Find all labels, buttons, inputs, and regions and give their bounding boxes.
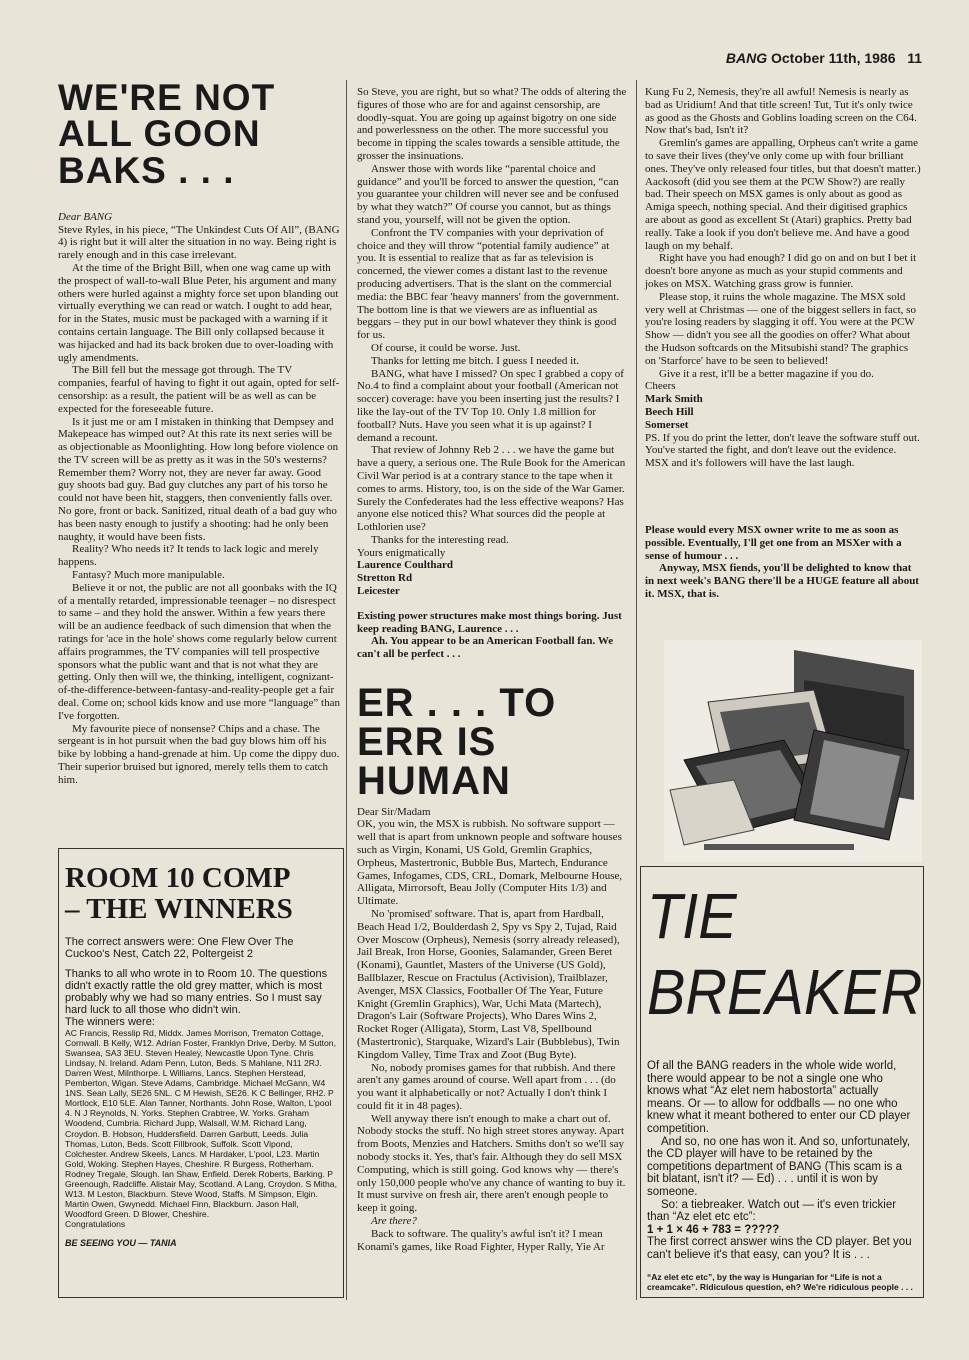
room10-signoff: BE SEEING YOU — TANIA [65, 1237, 177, 1248]
article1-paragraph: Answer those with words like “parental choice and guidance” and you'll be forced to answer the question, “can you guarantee your children will never see and be confused by what they watch?” Of course you cannot, but as things stand you, yourself, will not be given the option. [357, 162, 619, 226]
article2-title: ER . . . TO ERR IS HUMAN [357, 681, 557, 804]
room10-congrats: Congratulations [65, 1219, 126, 1230]
article2-signature-name: Mark Smith [645, 393, 703, 406]
article2-column2 [357, 681, 629, 1253]
tiebreaker-paragraph: So: a tiebreaker. Watch out — it's even trickier than “Az elet etc etc”: [647, 1198, 897, 1224]
article1-title: WE'RE NOT ALL GOON BAKS . . . [58, 77, 276, 191]
article2-paragraph: No, nobody promises games for that rubbish. And there aren't any games around of course. Well apart from . . . (do you want it alphabetically or not? Actually I don't think I could fit it in 48 pages). [357, 1061, 616, 1112]
room10-winners-label: The winners were: [65, 1015, 155, 1028]
tiebreaker-paragraph: The first correct answer wins the CD player. Bet you can't believe it's that easy, can you? It is . . . [647, 1236, 912, 1261]
article1-editor-reply: Ah. You appear to be an American Football fan. We can't all be perfect . . . [357, 635, 614, 661]
article1-signature-address: Stretton Rd [357, 572, 413, 585]
article2-salutation: Dear Sir/Madam [357, 805, 431, 818]
article2-paragraph: Gremlin's games are appalling, Orpheus can't write a game to save their lives (they've only come up with four brilliant ones. They've only released four titles, but that doesn't matter.) Aackosoft (did you see them at the PCW Show?) are really bad. Their speech on MSX games is only about as good as Amiga speech, nothing special. And their digitised graphics are about as good as excellent St (Atari) graphics. Pretty bad really. Take a look if you don't believe me. And have a good laugh on my behalf. [645, 137, 921, 252]
article1-salutation: Dear BANG [58, 210, 113, 223]
tiebreaker-paragraph: And so, no one has won it. And so, unfortunately, the CD player will have to be retained by the competitions department of BANG (This scam is a bit blatant, isn't it? — Ed) . . . until it is won by someone. [647, 1135, 911, 1198]
room10-intro: Thanks to all who wrote in to Room 10. The questions didn't exactly rattle the old grey matter, which is most probably why we had so many entries. So I must say hard luck to all those who didn't win. [65, 967, 328, 1016]
article2-paragraph: OK, you win, the MSX is rubbish. No software support — well that is apart from unknown people and software houses such as Virgin, Konami, US Gold, Gremlin Graphics, Orpheus, Mastertronic, Bubble Bus, Martech, Endurance Games, Infogames, CDS, CRL, Domark, Melbourne House, Alligata, Mirrorsoft, Beau Jolly (Computer Hits 1/3) and Ultimate. [357, 818, 623, 908]
article2-paragraph: Give it a rest, it'll be a better magazine if you do. [659, 367, 874, 380]
article2-column3 [645, 86, 921, 601]
tiebreaker-title: TIE BREAKER [647, 880, 923, 1028]
article1-paragraph: Steve Ryles, in his piece, “The Unkindest Cuts Of All”, (BANG 4) is right but it will alter the situation in no way. Being right is rarely enough and in this case irrelevant. [58, 223, 340, 262]
article2-paragraph: Right have you had enough? I did go on and on but I bet it doesn't bore anyone as much as your stupid comments and jokes on MSX. Watching grass grow is funnier. [645, 252, 917, 290]
article1-column1 [58, 77, 340, 787]
column-divider [636, 80, 637, 1300]
article2-editor-reply: Anyway, MSX fiends, you'll be delighted to know that in next week's BANG there'll be a HUGE feature all about it. MSX, that is. [645, 562, 919, 600]
article1-paragraph: That review of Johnny Reb 2 . . . we have the game but have a query, a serious one. The Rule Book for the American Civil War period is at a contrary stance to the tape when it comes to arms. History, too, is on the side of the War Gamer. Surely the Confederates had the less effective weapons? Has anyone else noticed this? What sources did the people at Lothlorien use? [357, 444, 626, 534]
article1-paragraph: Believe it or not, the public are not all goonbaks with the IQ of a mentally retarded, impressionable teenager – no disrespect to same – and they hold the answer. Within a few years there will be an audience feedback of such dimension that when the ratings for 'ace in the hole' shows come regularly below current affairs programmes, the TV companies will tell prospective sponsors what the public want and that is not what they are getting. Only then will we, the thinking, intelligent, cognizant-of-the-difference-between-fantasy-and-reality-people get a fair deal. Come on; school kids know and use more “language” than I've forgotten. [58, 581, 340, 722]
article1-paragraph: Thanks for the interesting read. [371, 533, 509, 546]
article2-signature-address: Beech Hill [645, 405, 694, 418]
article1-column2 [357, 86, 629, 661]
article2-paragraph: No 'promised' software. That is, apart from Hardball, Beach Head 1/2, Boulderdash 2, Spy vs Spy 2, Tujad, Raid Over Moscow (Orpheus), Nemesis (sorry already released), Jail Break, Iron Horse, Goonies, Salamander, Green Beret (Konami), Gauntlet, Masters of the Universe (US Gold), Ballblazer, Rescue on Fractulus (Activision), Trailblazer, Avenger, MSX Classics, Footballer Of The Year, Future Knight (Gremlin Graphics), War, Uchi Mata (Martech), Dragon's Lair (Software Projects), Who Dares Wins 2, Rocket Roger (Alligata), Storm, Last V8, Spellbound (Mastertronic), Starquake, Wizard's Lair (Bubblebus), Twin Kingdom Valley, Time Trax and Zoot (Bug Byte). [357, 907, 620, 1061]
article1-editor-reply: Existing power structures make most things boring. Just keep reading BANG, Laurence . . . [357, 609, 622, 635]
room10-box [58, 848, 344, 1298]
article1-paragraph: Reality? Who needs it? It tends to lack logic and merely happens. [58, 543, 319, 569]
publication-name: BANG [725, 50, 768, 66]
tiebreaker-paragraph: Of all the BANG readers in the whole wide world, there would appear to be not a single one who knows what “Az elet nem habostorta” actually means. Or — to allow for oddballs — no one who knew what it meant bothered to enter our CD player competition. [647, 1060, 911, 1135]
tiebreaker-footnote: “Az elet etc etc”, by the way is Hungarian for “Life is not a creamcake”. Ridiculous question, eh? We're ridiculous people . . . [647, 1271, 913, 1292]
room10-title: ROOM 10 COMP – THE WINNERS [65, 862, 293, 926]
article1-signature-name: Laurence Coulthard [357, 559, 454, 572]
article1-paragraph: Confront the TV companies with your deprivation of choice and they will throw “potential family audience” at you. It is essential to realize that as far as television is concerned, the viewer comes a distant last to the revenue producing advertisers. That is the slant on the commercial media: the BBC fear 'heavy manners' from the government. The bottom line is that we viewers are as influential as beggars – they put in our bowl whatever they think is good for us. [357, 226, 620, 342]
article1-paragraph: Fantasy? Much more manipulable. [72, 569, 225, 582]
article2-postscript: PS. If you do print the letter, don't leave the software stuff out. You've started the fight, and don't leave out the evidence. MSX and it's followers will have the last laugh. [645, 431, 920, 470]
page-header [712, 50, 922, 66]
article2-paragraph: Well anyway there isn't enough to make a chart out of. Nobody stocks the stuff. No high street stores anyway. Apart from Boots, Menzies and Hatchers. Smiths don't so we'll say nobody stocks it. Yes, that's fair. Although they do sell MSX Computing, which is still going. God knows why — there's only 150,000 people who've any chance of wanting to buy it. It must survive on fresh air, there aren't enough people to keep it going. [357, 1112, 626, 1215]
room10-winners-list: AC Francis, Resslip Rd, Middx. James Morrison, Trematon Cottage, Cornwall. B Kelly, W12. Adrian Foster, Franklyn Drive, Derby. M Sutton, Swansea, SA3 3EU. Steven Healey, Newcastle Upon Tyne. Chris Lindsay, N. Ireland. Adam Penn, Luton, Beds. S Mahlane, N11 2RJ. Darren West, Milnthorpe. L Williams, Lancs. Stephen Herstead, Pemberton, Wigan. Steve Adams, Cambridge. Michael McGann, W4 1NS. Sean Lally, SE26 5NL. C M Hewish, SE26. K C Bellinger, RH2. P Mortlock, E10 5LE. Alan Tanner, Northants. John Rose, Walton, L'pool 4. N J Reynolds, N. Yorks. Stephen Crabtree, W. Yorks. Graham Woodend, Cumbria. Richard Jupp, Walsall, W.M. Richard Lang, Croydon. B. Hobson, Huddersfield. Darren Garbutt, Leeds. Julia Thomas, Luton, Beds. Scott Fillbrook, Suffolk. Scott Vipond, Colchester. Andrew Skeels, Lancs. M Hardaker, L'pool, L23. Martin Gold, Woking. Stephen Hayes, Cheshire. R Burgess, Rotherham. Rodney Tregale, Slough. Ian Shaw, Enfield. Derek Roberts, Barking. P Greenough, Radcliffe. Alistair May, Scotland. A Lang, Croydon. S Mitha, W13. M Leston, Blackburn. Steve Wood, Staffs. M Simpson, Elgin. Martin Owen, Gwynedd. Michael Finn, Blackburn. Jason Hall, Woodford Green. D Blower, Cheshire. [65, 1027, 337, 1220]
article1-paragraph: Thanks for letting me bitch. I guess I needed it. [371, 354, 580, 367]
article2-paragraph: Please stop, it ruins the whole magazine. The MSX sold very well at Christmas — one of the biggest sellers in fact, so you're losing readers by slagging it off. You were at the PCW Show — didn't you see all the goodies on offer? What about the Hudson softcards on the Mitsubishi stand? The graphics on 'Starforce' have to be seen to believed! [645, 290, 916, 367]
msx-computers-photo [664, 640, 922, 862]
article1-paragraph: Of course, it could be worse. Just. [371, 341, 521, 354]
article1-paragraph: So Steve, you are right, but so what? The odds of altering the figures of those who are for and against censorship, are doodly-squat. You are going up against bigotry on one side and powerlessness on the other. The more successful you become in tipping the scales towards a sensible attitude, the grosser the insinuations. [357, 86, 627, 162]
article2-paragraph: Back to software. The quality's awful isn't it? I mean Konami's games, like Road Fighter, Hyper Rally, Yie Ar [357, 1227, 605, 1253]
article1-paragraph: Is it just me or am I mistaken in thinking that Dempsey and Makepeace has wimped out? At this rate its next series will be as objectionable as Moonlighting. How long before violence on the TV screen will be as pretty as it was in the 50's westerns? Remember them? Worry not, they are never far away. Good guy shoots bad guy. Bad guy clutches any part of his torso he could not have been hit, staggers, then conveniently falls over. No gore, front or back. Sanitized, ritual death of a bad guy who has been nasty enough to justify a shooting: had he only been naughty, it would have been fists. [58, 415, 339, 543]
tiebreaker-equation: 1 + 1 × 46 + 783 = ????? [647, 1223, 780, 1236]
room10-answers: The correct answers were: One Flew Over The Cuckoo's Nest, Catch 22, Poltergeist 2 [65, 935, 294, 960]
column-divider [346, 80, 347, 1300]
article1-paragraph: The Bill fell but the message got through. The TV companies, fearful of having to fight it out again, opted for self-censorship: as a result, the patient will be as well as can be expected for the foreseeable future. [58, 364, 340, 415]
tiebreaker-box [640, 866, 924, 1298]
article2-editor-reply: Please would every MSX owner write to me as soon as possible. Eventually, I'll get one from an MSXer with a sense of humour . . . [645, 523, 902, 562]
issue-date: October 11th, 1986 [771, 50, 896, 66]
article1-signoff: Yours enigmatically [357, 546, 446, 559]
article2-cheers: Cheers [645, 380, 676, 393]
article2-paragraph: Are there? [371, 1215, 417, 1228]
article1-paragraph: My favourite piece of nonsense? Chips and a chase. The sergeant is in hot pursuit when the bad guy blows him off his bike by lobbing a hand-grenade at him. Up come the dippy duo. Their superior bruised but ignored, merely tells them to catch him. [58, 722, 340, 786]
article2-paragraph: Kung Fu 2, Nemesis, they're all awful! Nemesis is nearly as bad as Uridium! And that title screen! Tut, Tut it's only twice as good as the Ghosts and Goblins loading screen on the C64. Now that's bad, Isn't it? [645, 86, 917, 137]
page-number: 11 [907, 50, 922, 66]
article1-signature-town: Leicester [357, 585, 400, 598]
article1-paragraph: At the time of the Bright Bill, when one wag came up with the prospect of wall-to-wall Blue Peter, his argument and many others were hurled against a mighty force set upon blanding out virtually everything we can read or watch. I ought to add hear, for in the States, music must be packaged with a warning if it contains certain language. The Bill only collapsed because it was hijacked and had its back broken due to over-loading with ugly amendments. [58, 261, 339, 364]
article2-signature-county: Somerset [645, 418, 689, 431]
article1-paragraph: BANG, what have I missed? On spec I grabbed a copy of No.4 to find a complaint about your football (American not soccer) coverage: have you been inserting just the results? I like the lay-out of the TV Top 10. Only 1.8 million for football? Nuts. Have you seen what it is up against? I demand a recount. [357, 367, 624, 444]
